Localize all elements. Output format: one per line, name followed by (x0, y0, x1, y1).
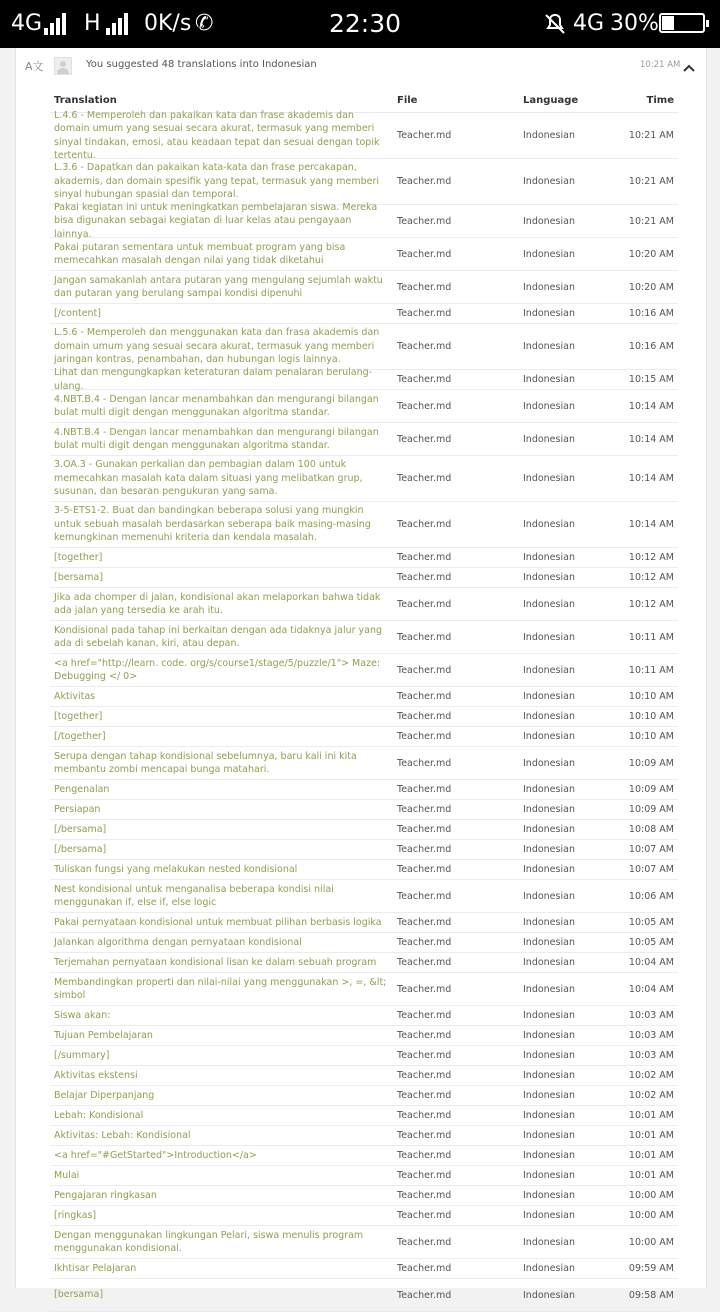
translation-text[interactable]: Tujuan Pembelajaran (54, 1029, 153, 1041)
file-name: Teacher.md (397, 1070, 452, 1081)
activity-header[interactable] (16, 48, 706, 82)
language-name: Indonesian (523, 473, 575, 484)
table-row[interactable] (50, 913, 678, 933)
row-time: 10:14 AM (628, 519, 674, 530)
language-name: Indonesian (523, 215, 575, 227)
file-name: Teacher.md (397, 519, 452, 530)
translation-text[interactable]: [bersama] (54, 571, 104, 583)
row-time: 10:01 AM (628, 1110, 674, 1121)
row-time: 10:11 AM (628, 631, 674, 643)
file-name: Teacher.md (397, 1090, 452, 1101)
language-name: Indonesian (523, 248, 575, 260)
row-time: 10:07 AM (628, 844, 674, 855)
translation-text[interactable]: Kondisional pada tahap ini berkaitan dengan ada tidaknya jalur yang ada di sebelah kanan, kiri, atau depan. (54, 624, 383, 649)
language-name: Indonesian (523, 1130, 575, 1141)
translation-text[interactable]: [/together] (54, 730, 106, 742)
translation-text[interactable]: [together] (54, 710, 103, 722)
language-name: Indonesian (523, 308, 575, 319)
network-speed: 0K/s (144, 11, 192, 36)
language-name: Indonesian (523, 1110, 575, 1121)
row-time: 10:01 AM (628, 1150, 674, 1161)
translation-text[interactable]: Aktivitas ekstensi (54, 1069, 138, 1081)
table-row[interactable] (50, 654, 678, 687)
row-time: 10:11 AM (628, 664, 674, 676)
language-name: Indonesian (523, 1236, 575, 1248)
collapse-chevron-icon[interactable] (683, 58, 695, 77)
translation-text[interactable]: Siswa akan: (54, 1009, 111, 1021)
translation-text[interactable]: Serupa dengan tahap kondisional sebelumnya, baru kali ini kita membantu zombi mencapai bunga matahari. (54, 750, 357, 775)
table-row[interactable] (50, 840, 678, 860)
file-name: Teacher.md (397, 1210, 452, 1221)
translation-text[interactable]: Pakai putaran sementara untuk membuat program yang bisa memecahkan masalah dengan nilai yang tidak diketahui (54, 241, 346, 266)
file-name: Teacher.md (397, 308, 452, 319)
language-name: Indonesian (523, 1263, 575, 1274)
file-name: Teacher.md (397, 1150, 452, 1161)
table-row[interactable] (50, 502, 678, 548)
translation-text[interactable]: Dengan menggunakan lingkungan Pelari, siswa menulis program menggunakan kondisional. (54, 1229, 364, 1254)
file-name: Teacher.md (397, 731, 452, 742)
table-row[interactable] (50, 1186, 678, 1206)
translation-text[interactable]: Jangan samakanlah antara putaran yang mengulang sejumlah waktu dan putaran yang berulang sampai kondisi dipenuhi (54, 274, 383, 299)
file-name: Teacher.md (397, 757, 452, 769)
signal-strength-icon (44, 13, 66, 35)
row-time: 10:08 AM (628, 824, 674, 835)
table-row[interactable] (50, 588, 678, 621)
file-name: Teacher.md (397, 844, 452, 855)
language-name: Indonesian (523, 957, 575, 968)
translation-text[interactable]: L.4.6 - Memperoleh dan pakaikan kata dan frase akademis dan domain umum yang sesuai secara akurat, termasuk yang memberi sinyal tindakan, emosi, atau keadaan tepat dan sesuai dengan topik tertentu. (54, 109, 380, 161)
table-row[interactable] (50, 456, 678, 502)
file-name: Teacher.md (397, 281, 452, 293)
translation-text[interactable]: 4.NBT.B.4 - Dengan lancar menambahkan dan mengurangi bilangan bulat multi digit dengan menggunakan algoritma standar. (54, 393, 379, 418)
translation-text[interactable]: [/bersama] (54, 843, 107, 855)
table-row[interactable] (50, 324, 678, 370)
language-name: Indonesian (523, 784, 575, 795)
language-name: Indonesian (523, 1010, 575, 1021)
row-time: 10:05 AM (628, 937, 674, 948)
row-time: 10:03 AM (628, 1050, 674, 1061)
header-translation: Translation (54, 95, 117, 106)
language-name: Indonesian (523, 631, 575, 643)
row-time: 10:10 AM (628, 691, 674, 702)
table-row[interactable] (50, 1126, 678, 1146)
row-time: 10:21 AM (628, 130, 674, 141)
table-row[interactable] (50, 1026, 678, 1046)
file-name: Teacher.md (397, 552, 452, 563)
translation-text[interactable]: Nest kondisional untuk menganalisa beberapa kondisi nilai menggunakan if, else if, else logic (54, 883, 334, 908)
row-time: 10:20 AM (628, 281, 674, 293)
table-row[interactable] (50, 1086, 678, 1106)
row-time: 10:21 AM (628, 215, 674, 227)
translation-text[interactable]: 4.NBT.B.4 - Dengan lancar menambahkan dan mengurangi bilangan bulat multi digit dengan menggunakan algoritma standar. (54, 426, 379, 451)
file-name: Teacher.md (397, 983, 452, 995)
translation-text[interactable]: Pengajaran ringkasan (54, 1189, 157, 1201)
row-time: 10:10 AM (628, 711, 674, 722)
translation-text[interactable]: [bersama] (54, 1289, 104, 1301)
translation-text[interactable]: Persiapan (54, 803, 101, 815)
translation-text[interactable]: L.3.6 - Dapatkan dan pakaikan kata-kata dan frase percakapan, akademis, dan domain spesifik yang tepat, termasuk yang memberi sinyal hubungan spasial dan temporal. (54, 162, 380, 201)
translation-text[interactable]: [/bersama] (54, 823, 107, 835)
row-time: 10:14 AM (628, 473, 674, 484)
translation-text[interactable]: Jika ada chomper di jalan, kondisional akan melaporkan bahwa tidak ada jalan yang tersedia ke arah itu. (54, 591, 381, 616)
file-name: Teacher.md (397, 664, 452, 676)
network-type-h: H (84, 11, 101, 36)
table-row[interactable] (50, 687, 678, 707)
file-name: Teacher.md (397, 691, 452, 702)
file-name: Teacher.md (397, 1236, 452, 1248)
table-row[interactable] (50, 621, 678, 654)
language-name: Indonesian (523, 519, 575, 530)
avatar (54, 57, 72, 75)
row-time: 10:03 AM (628, 1030, 674, 1041)
file-name: Teacher.md (397, 631, 452, 643)
file-name: Teacher.md (397, 473, 452, 484)
row-time: 10:00 AM (628, 1236, 674, 1248)
language-name: Indonesian (523, 890, 575, 902)
language-name: Indonesian (523, 937, 575, 948)
row-time: 10:01 AM (628, 1170, 674, 1181)
translations-card (15, 48, 707, 1301)
table-row[interactable] (50, 747, 678, 780)
language-name: Indonesian (523, 341, 575, 352)
translation-text[interactable]: 3-5-ETS1-2. Buat dan bandingkan beberapa solusi yang mungkin untuk sebuah masalah berdasarkan seberapa baik masing-masing kemungkinan memenuhi kriteria dan kendala masalah. (54, 505, 371, 544)
translation-text[interactable]: 3.OA.3 - Gunakan perkalian dan pembagian dalam 100 untuk memecahkan masalah kata dalam situasi yang melibatkan grup, susunan, dan besaran pengukuran yang sama. (54, 459, 363, 498)
file-name: Teacher.md (397, 1289, 452, 1301)
language-name: Indonesian (523, 711, 575, 722)
table-row[interactable] (50, 1279, 678, 1312)
row-time: 10:16 AM (628, 308, 674, 319)
table-row[interactable] (50, 1066, 678, 1086)
table-row[interactable] (50, 880, 678, 913)
file-name: Teacher.md (397, 341, 452, 352)
file-name: Teacher.md (397, 176, 452, 187)
row-time: 10:01 AM (628, 1130, 674, 1141)
translation-text[interactable]: [/content] (54, 307, 101, 319)
table-row[interactable] (50, 159, 678, 205)
table-row[interactable] (50, 304, 678, 324)
table-row[interactable] (50, 1006, 678, 1026)
translation-text[interactable]: Lebah: Kondisional (54, 1109, 144, 1121)
translation-text[interactable]: Jalankan algorithma dengan pernyataan kondisional (54, 936, 302, 948)
language-name: Indonesian (523, 731, 575, 742)
translation-text[interactable]: [ringkas] (54, 1209, 97, 1221)
language-name: Indonesian (523, 757, 575, 769)
language-name: Indonesian (523, 824, 575, 835)
language-name: Indonesian (523, 1050, 575, 1061)
row-time: 10:15 AM (628, 374, 674, 385)
language-name: Indonesian (523, 664, 575, 676)
header-time: Time (646, 95, 674, 106)
file-name: Teacher.md (397, 784, 452, 795)
language-name: Indonesian (523, 864, 575, 875)
file-name: Teacher.md (397, 957, 452, 968)
language-name: Indonesian (523, 983, 575, 995)
language-name: Indonesian (523, 691, 575, 702)
table-row[interactable] (50, 423, 678, 456)
table-row[interactable] (50, 1166, 678, 1186)
table-row[interactable] (50, 780, 678, 800)
table-row[interactable] (50, 860, 678, 880)
table-row[interactable] (50, 201, 678, 240)
row-time: 10:07 AM (628, 864, 674, 875)
file-name: Teacher.md (397, 1010, 452, 1021)
file-name: Teacher.md (397, 598, 452, 610)
translation-text[interactable]: Aktivitas: Lebah: Kondisional (54, 1129, 191, 1141)
row-time: 10:14 AM (628, 433, 674, 445)
language-name: Indonesian (523, 598, 575, 610)
language-name: Indonesian (523, 804, 575, 815)
language-name: Indonesian (523, 400, 575, 412)
table-row[interactable] (50, 953, 678, 973)
language-name: Indonesian (523, 1090, 575, 1101)
row-time: 10:14 AM (628, 400, 674, 412)
row-time: 10:06 AM (628, 890, 674, 902)
language-name: Indonesian (523, 552, 575, 563)
file-name: Teacher.md (397, 917, 452, 928)
translation-text[interactable]: Pakai kegiatan ini untuk meningkatkan pembelajaran siswa. Mereka bisa digunakan sebagai kegiatan di luar kelas atau pengayaan lainnya. (54, 201, 378, 240)
translation-text[interactable]: Aktivitas (54, 690, 96, 702)
signal-strength-2-icon (106, 13, 128, 35)
row-time: 10:02 AM (628, 1070, 674, 1081)
language-name: Indonesian (523, 1030, 575, 1041)
file-name: Teacher.md (397, 1190, 452, 1201)
file-name: Teacher.md (397, 711, 452, 722)
translation-text[interactable]: Lihat dan mengungkapkan keteraturan dalam penalaran berulang-ulang. (54, 367, 373, 392)
language-name: Indonesian (523, 1150, 575, 1161)
translation-text[interactable]: <a href="#GetStarted">Introduction</a> (54, 1149, 257, 1161)
row-time: 10:09 AM (628, 784, 674, 795)
file-name: Teacher.md (397, 130, 452, 141)
row-time: 09:59 AM (628, 1263, 674, 1274)
translation-text[interactable]: Ikhtisar Pelajaran (54, 1262, 137, 1274)
battery-percent: 30% (610, 11, 659, 36)
row-time: 10:12 AM (628, 598, 674, 610)
row-time: 10:12 AM (628, 552, 674, 563)
mute-icon (543, 0, 567, 48)
file-name: Teacher.md (397, 804, 452, 815)
translation-text[interactable]: Terjemahan pernyataan kondisional lisan ke dalam sebuah program (54, 956, 377, 968)
table-row[interactable] (50, 1259, 678, 1279)
file-name: Teacher.md (397, 433, 452, 445)
table-row[interactable] (50, 367, 678, 392)
table-row[interactable] (50, 820, 678, 840)
translation-text[interactable]: [together] (54, 551, 103, 563)
translation-text[interactable]: Pakai pernyataan kondisional untuk membuat pilihan berbasis logika (54, 916, 382, 928)
translate-icon: A文 (25, 60, 44, 73)
battery-icon (659, 13, 705, 33)
file-name: Teacher.md (397, 864, 452, 875)
file-name: Teacher.md (397, 215, 452, 227)
translation-text[interactable]: Membandingkan properti dan nilai-nilai yang menggunakan >, =, &lt; simbol (54, 976, 387, 1001)
file-name: Teacher.md (397, 248, 452, 260)
language-name: Indonesian (523, 130, 575, 141)
language-name: Indonesian (523, 1170, 575, 1181)
row-time: 10:00 AM (628, 1210, 674, 1221)
language-name: Indonesian (523, 1289, 575, 1301)
row-time: 10:10 AM (628, 731, 674, 742)
language-name: Indonesian (523, 844, 575, 855)
file-name: Teacher.md (397, 572, 452, 583)
table-row[interactable] (50, 390, 678, 423)
language-name: Indonesian (523, 374, 575, 385)
row-time: 10:16 AM (628, 341, 674, 352)
language-name: Indonesian (523, 1210, 575, 1221)
row-time: 10:21 AM (628, 176, 674, 187)
language-name: Indonesian (523, 1190, 575, 1201)
activity-message: You suggested 48 translations into Indonesian (86, 59, 317, 70)
file-name: Teacher.md (397, 400, 452, 412)
table-row[interactable] (50, 1146, 678, 1166)
table-row[interactable] (50, 568, 678, 588)
network-type-4g-secondary: 4G (573, 11, 605, 36)
table-row[interactable] (50, 1106, 678, 1126)
translation-text[interactable]: <a href="http://learn. code. org/s/course1/stage/5/puzzle/1"> Maze: Debugging </ 0> (54, 657, 381, 682)
missed-call-icon: ✆ (195, 11, 214, 36)
clock: 22:30 (329, 9, 402, 38)
language-name: Indonesian (523, 176, 575, 187)
table-row[interactable] (50, 1226, 678, 1259)
row-time: 10:02 AM (628, 1090, 674, 1101)
language-name: Indonesian (523, 572, 575, 583)
activity-time: 10:21 AM (640, 60, 681, 70)
table-body (50, 109, 678, 1312)
row-time: 10:12 AM (628, 572, 674, 583)
table-row[interactable] (50, 800, 678, 820)
row-time: 10:00 AM (628, 1190, 674, 1201)
row-time: 10:03 AM (628, 1010, 674, 1021)
row-time: 09:58 AM (628, 1289, 674, 1301)
file-name: Teacher.md (397, 1130, 452, 1141)
header-file: File (397, 95, 418, 106)
language-name: Indonesian (523, 433, 575, 445)
language-name: Indonesian (523, 1070, 575, 1081)
file-name: Teacher.md (397, 1030, 452, 1041)
translation-text[interactable]: Belajar Diperpanjang (54, 1089, 155, 1101)
network-type-4g: 4G (11, 11, 43, 36)
table-row[interactable] (50, 548, 678, 568)
table-row[interactable] (50, 727, 678, 747)
file-name: Teacher.md (397, 890, 452, 902)
status-bar (0, 0, 720, 48)
row-time: 10:05 AM (628, 917, 674, 928)
file-name: Teacher.md (397, 937, 452, 948)
table-row[interactable] (50, 1046, 678, 1066)
translations-table (50, 90, 678, 1312)
table-row[interactable] (50, 238, 678, 271)
translation-text[interactable]: [/summary] (54, 1049, 110, 1061)
translation-text[interactable]: Mulai (54, 1169, 80, 1181)
file-name: Teacher.md (397, 1170, 452, 1181)
row-time: 10:04 AM (628, 983, 674, 995)
table-row[interactable] (50, 271, 678, 304)
language-name: Indonesian (523, 281, 575, 293)
file-name: Teacher.md (397, 374, 452, 385)
table-row[interactable] (50, 933, 678, 953)
row-time: 10:09 AM (628, 804, 674, 815)
file-name: Teacher.md (397, 1110, 452, 1121)
translation-text[interactable]: Tuliskan fungsi yang melakukan nested kondisional (54, 863, 298, 875)
header-language: Language (523, 95, 579, 106)
table-row[interactable] (50, 973, 678, 1006)
table-row[interactable] (50, 109, 678, 161)
translation-text[interactable]: L.5.6 - Memperoleh dan menggunakan kata dan frasa akademis dan domain umum yang sesuai secara akurat, termasuk yang memberi jaringan kontras, penambahan, dan hubungan logis lainnya. (54, 327, 380, 366)
file-name: Teacher.md (397, 1263, 452, 1274)
table-row[interactable] (50, 1206, 678, 1226)
language-name: Indonesian (523, 917, 575, 928)
file-name: Teacher.md (397, 824, 452, 835)
file-name: Teacher.md (397, 1050, 452, 1061)
row-time: 10:09 AM (628, 757, 674, 769)
row-time: 10:20 AM (628, 248, 674, 260)
translation-text[interactable]: Pengenalan (54, 783, 110, 795)
table-row[interactable] (50, 707, 678, 727)
row-time: 10:04 AM (628, 957, 674, 968)
